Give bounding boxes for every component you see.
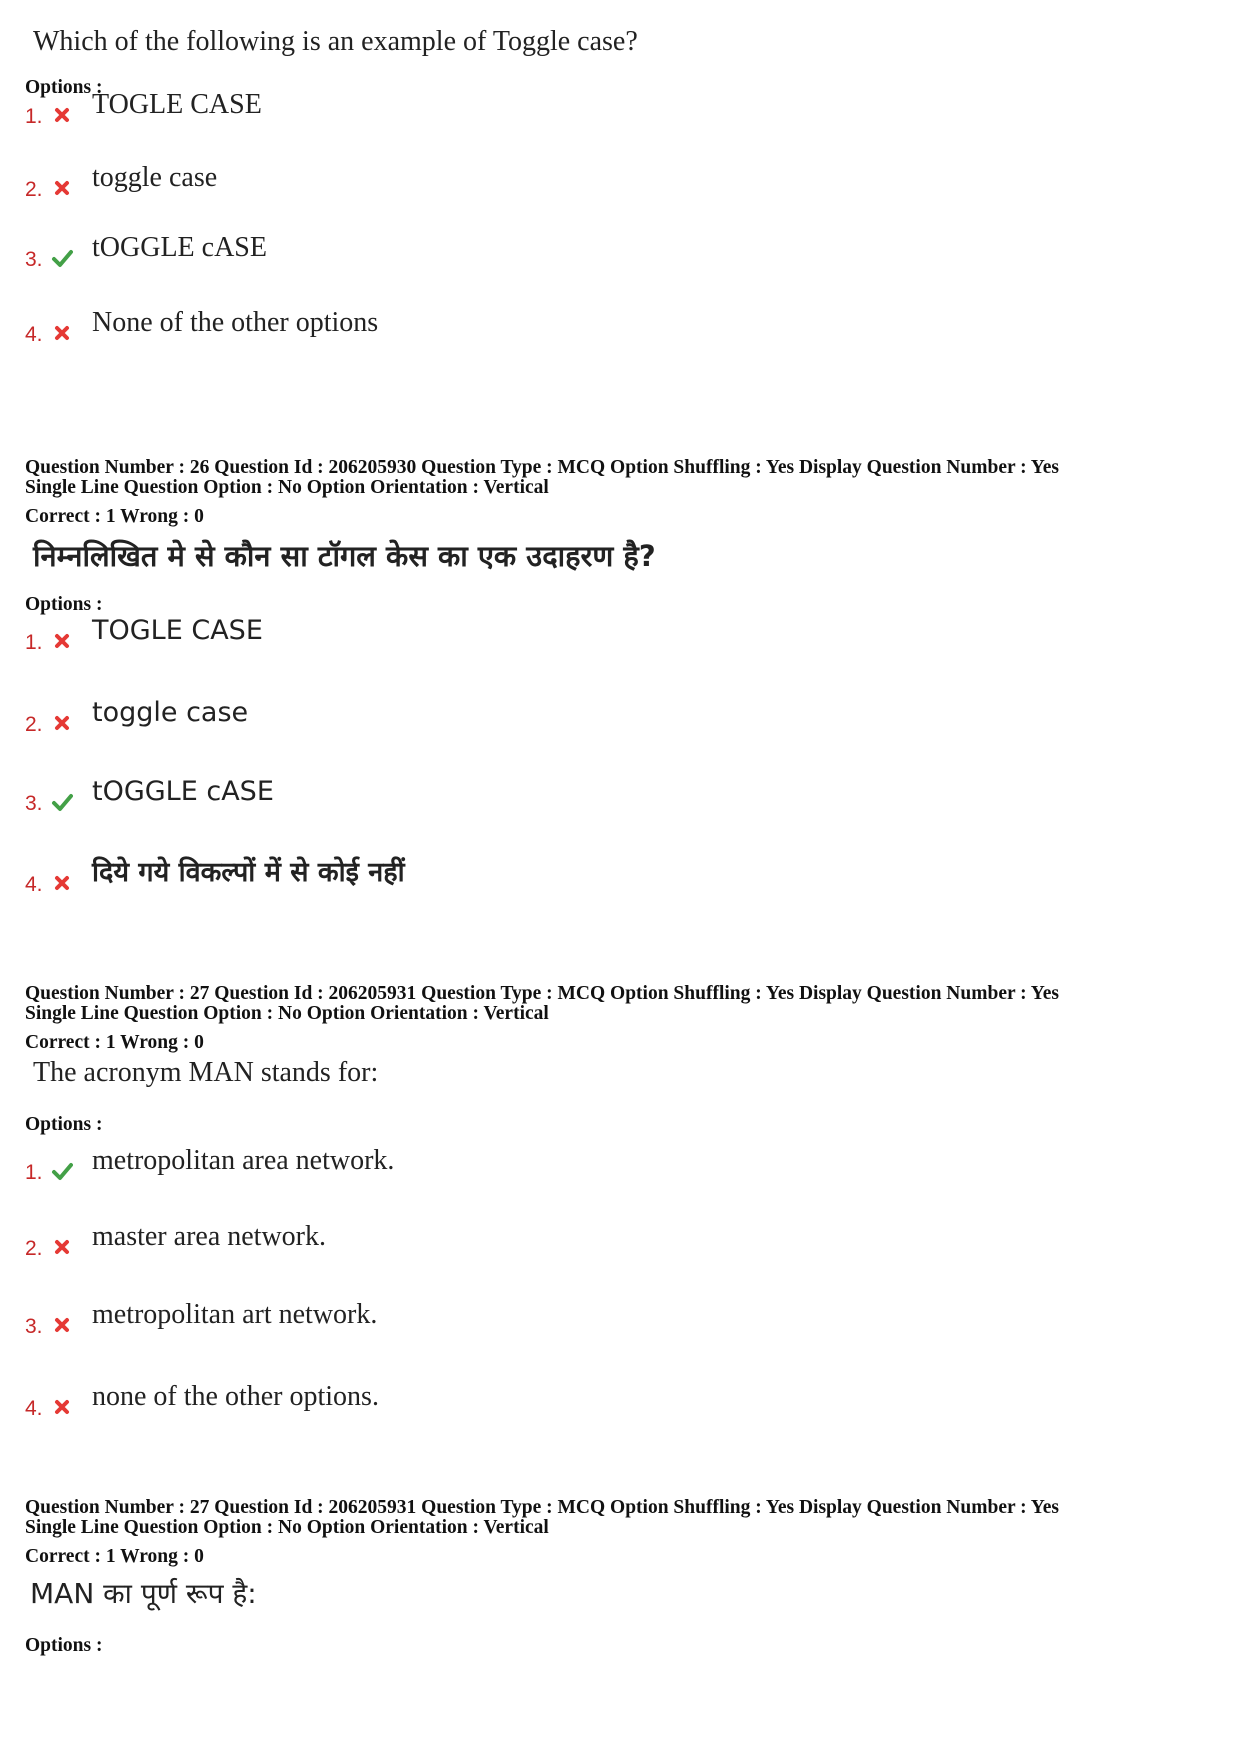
options-label: Options : — [25, 1114, 103, 1135]
checkmark-icon — [51, 791, 73, 813]
cross-icon — [51, 1396, 73, 1418]
options-label-block — [25, 1115, 1215, 1135]
option-row — [25, 852, 625, 896]
option-text: tOGGLE cASE — [92, 776, 274, 807]
option-row — [25, 1216, 625, 1260]
option-row — [25, 1294, 625, 1338]
cross-icon — [51, 872, 73, 894]
question-meta-line1: Question Number : 27 Question Id : 206205931 Question Type : MCQ Option Shuffling : Yes Display Question Number : Yes — [25, 1497, 1059, 1518]
cross-icon — [51, 177, 73, 199]
cross-icon — [51, 1314, 73, 1336]
question-27-meta — [25, 984, 1215, 1053]
option-text: master area network. — [92, 1221, 326, 1252]
option-number: 4. — [25, 873, 43, 896]
options-label-block — [25, 1636, 1215, 1656]
cross-icon — [51, 630, 73, 652]
option-text: TOGLE CASE — [92, 89, 262, 120]
options-label: Options : — [25, 77, 103, 98]
option-number: 3. — [25, 1315, 43, 1338]
marks-info: Correct : 1 Wrong : 0 — [25, 506, 204, 527]
option-row — [25, 84, 625, 128]
option-number: 2. — [25, 1237, 43, 1260]
cross-icon — [51, 1236, 73, 1258]
question-text: MAN का पूर्ण रूप है: — [30, 1577, 257, 1610]
option-number: 4. — [25, 323, 43, 346]
question-27 — [25, 1057, 1215, 1089]
question-meta-line1: Question Number : 27 Question Id : 206205931 Question Type : MCQ Option Shuffling : Yes Display Question Number : Yes — [25, 983, 1059, 1004]
option-row — [25, 771, 625, 815]
option-row — [25, 1376, 625, 1420]
question-26 — [25, 536, 1215, 575]
marks-info: Correct : 1 Wrong : 0 — [25, 1032, 204, 1053]
cross-icon — [51, 712, 73, 734]
option-row — [25, 692, 625, 736]
option-row — [25, 157, 625, 201]
marks-info: Correct : 1 Wrong : 0 — [25, 1546, 204, 1567]
options-label: Options : — [25, 594, 103, 615]
option-text: toggle case — [92, 697, 249, 728]
option-text: TOGLE CASE — [92, 615, 263, 646]
option-number: 1. — [25, 105, 43, 128]
option-number: 1. — [25, 631, 43, 654]
question-text: Which of the following is an example of Toggle case? — [33, 26, 638, 57]
option-text: None of the other options — [92, 307, 379, 338]
question-meta-line2: Single Line Question Option : No Option Orientation : Vertical — [25, 477, 549, 498]
option-number: 4. — [25, 1397, 43, 1420]
option-row — [25, 302, 625, 346]
option-text: none of the other options. — [92, 1381, 379, 1412]
question-meta-line2: Single Line Question Option : No Option Orientation : Vertical — [25, 1003, 549, 1024]
question-26-meta — [25, 458, 1215, 527]
options-label: Options : — [25, 1635, 103, 1656]
option-number: 1. — [25, 1161, 43, 1184]
question-text: The acronym MAN stands for: — [33, 1057, 379, 1088]
cross-icon — [51, 104, 73, 126]
question-text: निम्नलिखित मे से कौन सा टॉगल केस का एक उदाहरण है? — [33, 539, 656, 573]
cross-icon — [51, 322, 73, 344]
option-text: metropolitan art network. — [92, 1299, 378, 1330]
option-text: tOGGLE cASE — [92, 232, 267, 263]
option-row — [25, 227, 625, 271]
question-27-hindi-meta — [25, 1498, 1215, 1567]
checkmark-icon — [51, 247, 73, 269]
option-number: 2. — [25, 713, 43, 736]
checkmark-icon — [51, 1160, 73, 1182]
option-number: 3. — [25, 248, 43, 271]
question-meta-line1: Question Number : 26 Question Id : 206205930 Question Type : MCQ Option Shuffling : Yes Display Question Number : Yes — [25, 457, 1059, 478]
option-text: metropolitan area network. — [92, 1145, 395, 1176]
option-row — [25, 1140, 625, 1184]
option-row — [25, 610, 625, 654]
question-meta-line2: Single Line Question Option : No Option Orientation : Vertical — [25, 1517, 549, 1538]
question-27-hindi — [25, 1574, 1215, 1612]
question-0 — [25, 26, 1215, 58]
option-number: 2. — [25, 178, 43, 201]
option-text: दिये गये विकल्पों में से कोई नहीं — [92, 857, 405, 888]
option-number: 3. — [25, 792, 43, 815]
option-text: toggle case — [92, 162, 218, 193]
